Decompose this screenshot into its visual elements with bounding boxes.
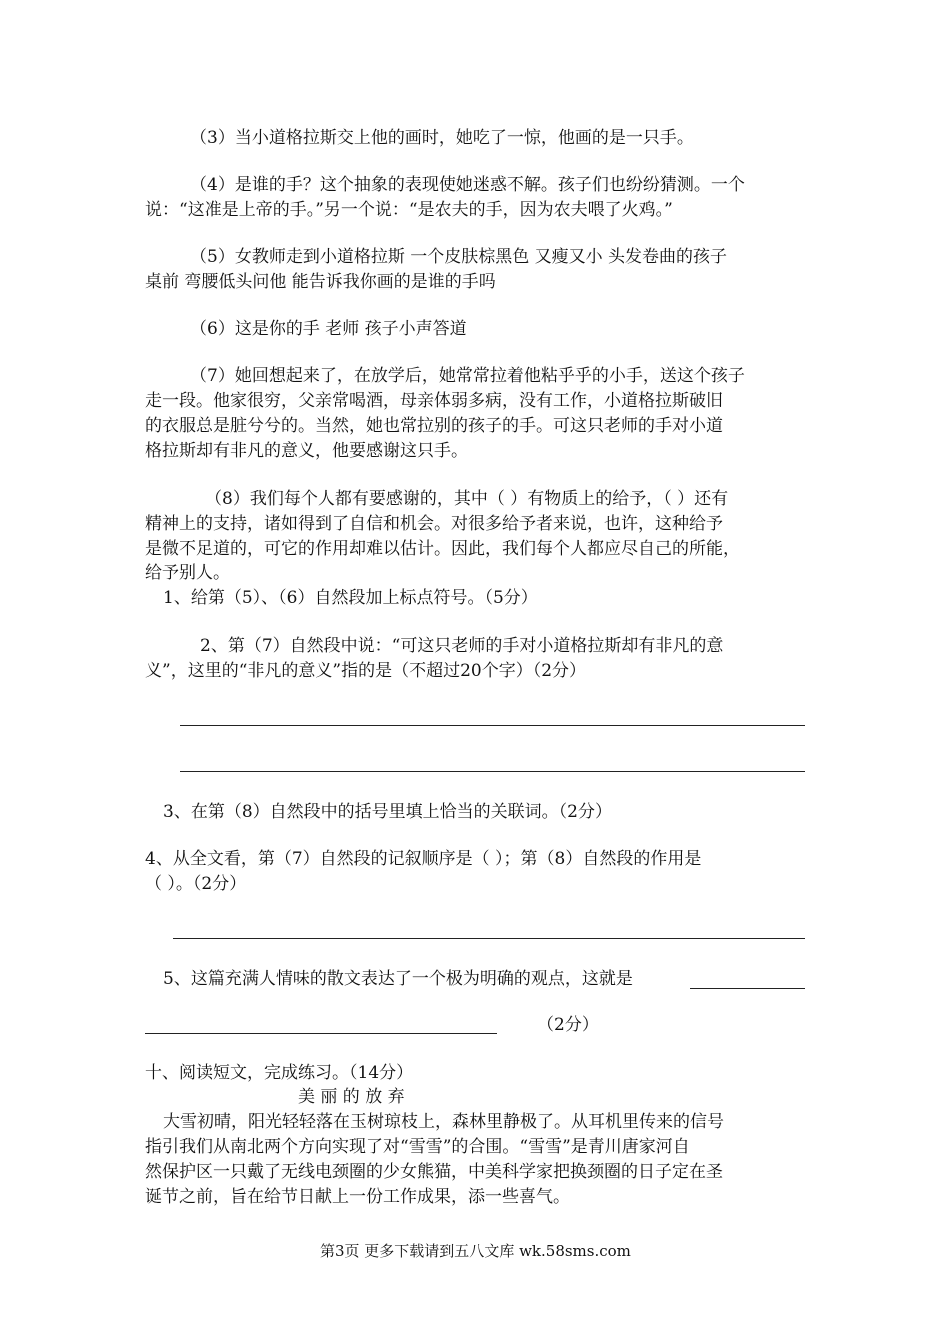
paragraph-7-line-1: （7）她回想起来了，在放学后，她常常拉着他粘乎乎的小手，送这个孩子	[190, 366, 745, 386]
question-2-line-1: 2、第（7）自然段中说：“可这只老师的手对小道格拉斯却有非凡的意	[200, 636, 724, 656]
question-4-line-1: 4、从全文看，第（7）自然段的记叙顺序是（ ）；第（8）自然段的作用是	[145, 849, 702, 869]
paragraph-5-line-2: 桌前 弯腰低头问他 能告诉我你画的是谁的手吗	[145, 272, 496, 292]
article-line-3: 然保护区一只戴了无线电颈圈的少女熊猫，中美科学家把换颈圈的日子定在圣	[145, 1162, 723, 1182]
paragraph-5-line-1: （5）女教师走到小道格拉斯 一个皮肤棕黑色 又瘦又小 头发卷曲的孩子	[190, 247, 728, 267]
paragraph-3-line-1: （3）当小道格拉斯交上他的画时，她吃了一惊，他画的是一只手。	[190, 128, 694, 148]
article-title: 美 丽 的 放 弃	[298, 1087, 405, 1107]
question-1: 1、给第（5）、（6）自然段加上标点符号。（5分）	[163, 588, 538, 608]
answer-line[interactable]	[180, 725, 805, 726]
paragraph-7-line-3: 的衣服总是脏兮兮的。当然，她也常拉别的孩子的手。可这只老师的手对小道	[145, 416, 723, 436]
answer-line[interactable]	[180, 771, 805, 772]
paragraph-7-line-2: 走一段。他家很穷，父亲常喝酒，母亲体弱多病，没有工作，小道格拉斯破旧	[145, 391, 723, 411]
paragraph-4-line-1: （4）是谁的手？这个抽象的表现使她迷惑不解。孩子们也纷纷猜测。一个	[190, 175, 745, 195]
question-5-score: （2分）	[537, 1015, 599, 1035]
paragraph-8-line-4: 给予别人。	[145, 563, 230, 583]
question-2-line-2: 义”，这里的“非凡的意义”指的是（不超过20个字）（2分）	[145, 661, 587, 681]
section-heading: 十、阅读短文，完成练习。（14分）	[145, 1063, 414, 1083]
answer-blank[interactable]	[145, 1033, 497, 1034]
paragraph-8-line-1: （8）我们每个人都有要感谢的，其中（ ）有物质上的给予，（ ）还有	[205, 489, 729, 509]
paragraph-4-line-2: 说：“这准是上帝的手。”另一个说：“是农夫的手，因为农夫喂了火鸡。”	[145, 200, 673, 220]
article-line-4: 诞节之前，旨在给节日献上一份工作成果，添一些喜气。	[145, 1187, 570, 1207]
question-4-line-2: （ ）。（2分）	[145, 874, 247, 894]
paragraph-6-line-1: （6）这是你的手 老师 孩子小声答道	[190, 319, 467, 339]
answer-line[interactable]	[173, 938, 805, 939]
answer-blank[interactable]	[690, 988, 805, 989]
question-5: 5、这篇充满人情味的散文表达了一个极为明确的观点，这就是	[163, 969, 633, 989]
page-footer: 第3页 更多下载请到五八文库 wk.58sms.com	[320, 1242, 631, 1260]
paragraph-8-line-3: 是微不足道的，可它的作用却难以估计。因此，我们每个人都应尽自己的所能，	[145, 539, 740, 559]
paragraph-8-line-2: 精神上的支持，诸如得到了自信和机会。对很多给予者来说，也许，这种给予	[145, 514, 723, 534]
question-3: 3、在第（8）自然段中的括号里填上恰当的关联词。（2分）	[163, 802, 612, 822]
article-line-1: 大雪初晴，阳光轻轻落在玉树琼枝上，森林里静极了。从耳机里传来的信号	[163, 1112, 724, 1132]
paragraph-7-line-4: 格拉斯却有非凡的意义，他要感谢这只手。	[145, 441, 468, 461]
article-line-2: 指引我们从南北两个方向实现了对“雪雪”的合围。“雪雪”是青川唐家河自	[145, 1137, 690, 1157]
